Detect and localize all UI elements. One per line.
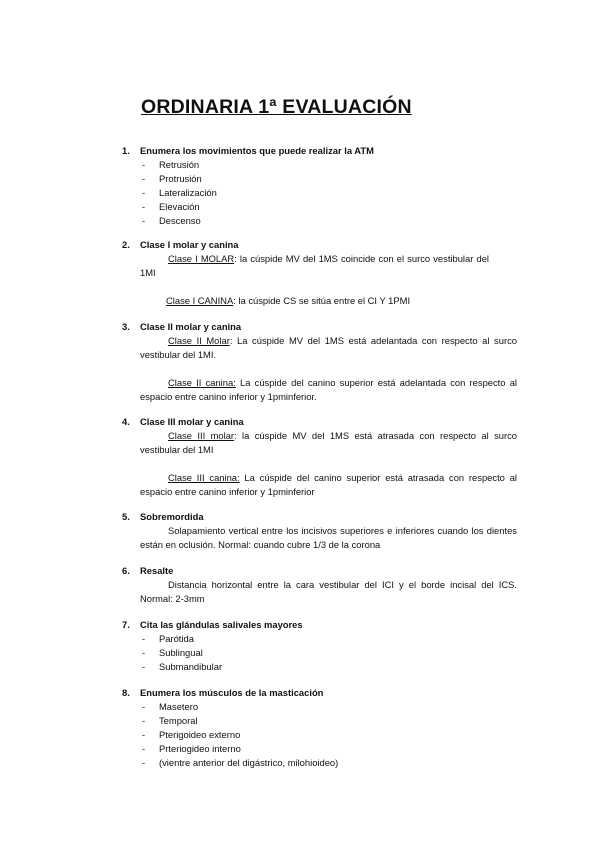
question-8 (122, 686, 517, 770)
question-6 (122, 564, 517, 606)
list-item: - Masetero (142, 701, 199, 712)
answer-paragraph: Clase I CANINA: la cúspide CS se sitúa entre el CI Y 1PMI (166, 295, 411, 306)
list-item: - Sublingual (142, 647, 203, 658)
question-heading: 3. Clase II molar y canina (122, 321, 242, 332)
list-item: - Prteriogideo interno (142, 743, 241, 754)
list-item: - Submandibular (142, 661, 223, 672)
answer-paragraph: Solapamiento vertical entre los incisivos superiores e inferiores cuando los dientes están en oclusión. Normal: cuando cubre 1/3 de la corona (140, 525, 517, 550)
list-item: - Descenso (142, 215, 201, 226)
list-item: - Lateralización (142, 187, 217, 198)
question-5 (122, 510, 517, 552)
question-heading: 6. Resalte (122, 565, 174, 576)
answer-paragraph: Distancia horizontal entre la cara vestibular del ICI y el borde incisal del ICS. Normal: 2-3mm (140, 579, 517, 604)
question-heading: 7. Cita las glándulas salivales mayores (122, 619, 303, 630)
question-heading: 5. Sobremordida (122, 511, 204, 522)
answer-paragraph: Clase III molar: la cúspide MV del 1MS está atrasada con respecto al surco vestibular del 1MI (140, 430, 517, 455)
page-title: ORDINARIA 1ª EVALUACIÓN (141, 96, 412, 118)
question-3 (122, 320, 517, 404)
answer-paragraph: Clase I MOLAR: la cúspide MV del 1MS coincide con el surco vestibular del 1MI (140, 253, 489, 278)
answer-paragraph: Clase II canina: La cúspide del canino superior está adelantada con respecto al espacio entre canino inferior y 1pminferior. (140, 377, 517, 402)
question-4 (122, 415, 517, 499)
question-heading: 4. Clase III molar y canina (122, 416, 244, 427)
question-1 (122, 144, 517, 228)
answer-paragraph: Clase III canina: La cúspide del canino superior está atrasada con respecto al espacio entre canino inferior y 1pminferior (140, 472, 517, 497)
question-heading: 2. Clase I molar y canina (122, 239, 239, 250)
question-7 (122, 618, 517, 674)
list-item: - Elevación (142, 201, 200, 212)
list-item: - (vientre anterior del digástrico, milohioideo) (142, 757, 339, 768)
list-item: - Pterigoideo externo (142, 729, 241, 740)
list-item: - Temporal (142, 715, 198, 726)
question-heading: 1. Enumera los movimientos que puede realizar la ATM (122, 145, 374, 156)
question-heading: 8. Enumera los músculos de la masticación (122, 687, 324, 698)
question-2 (122, 238, 517, 308)
list-item: - Protrusión (142, 173, 202, 184)
list-item: - Parótida (142, 633, 194, 644)
list-item: - Retrusión (142, 159, 200, 170)
answer-paragraph: Clase II Molar: La cúspide MV del 1MS está adelantada con respecto al surco vestibular del 1MI. (140, 335, 517, 360)
